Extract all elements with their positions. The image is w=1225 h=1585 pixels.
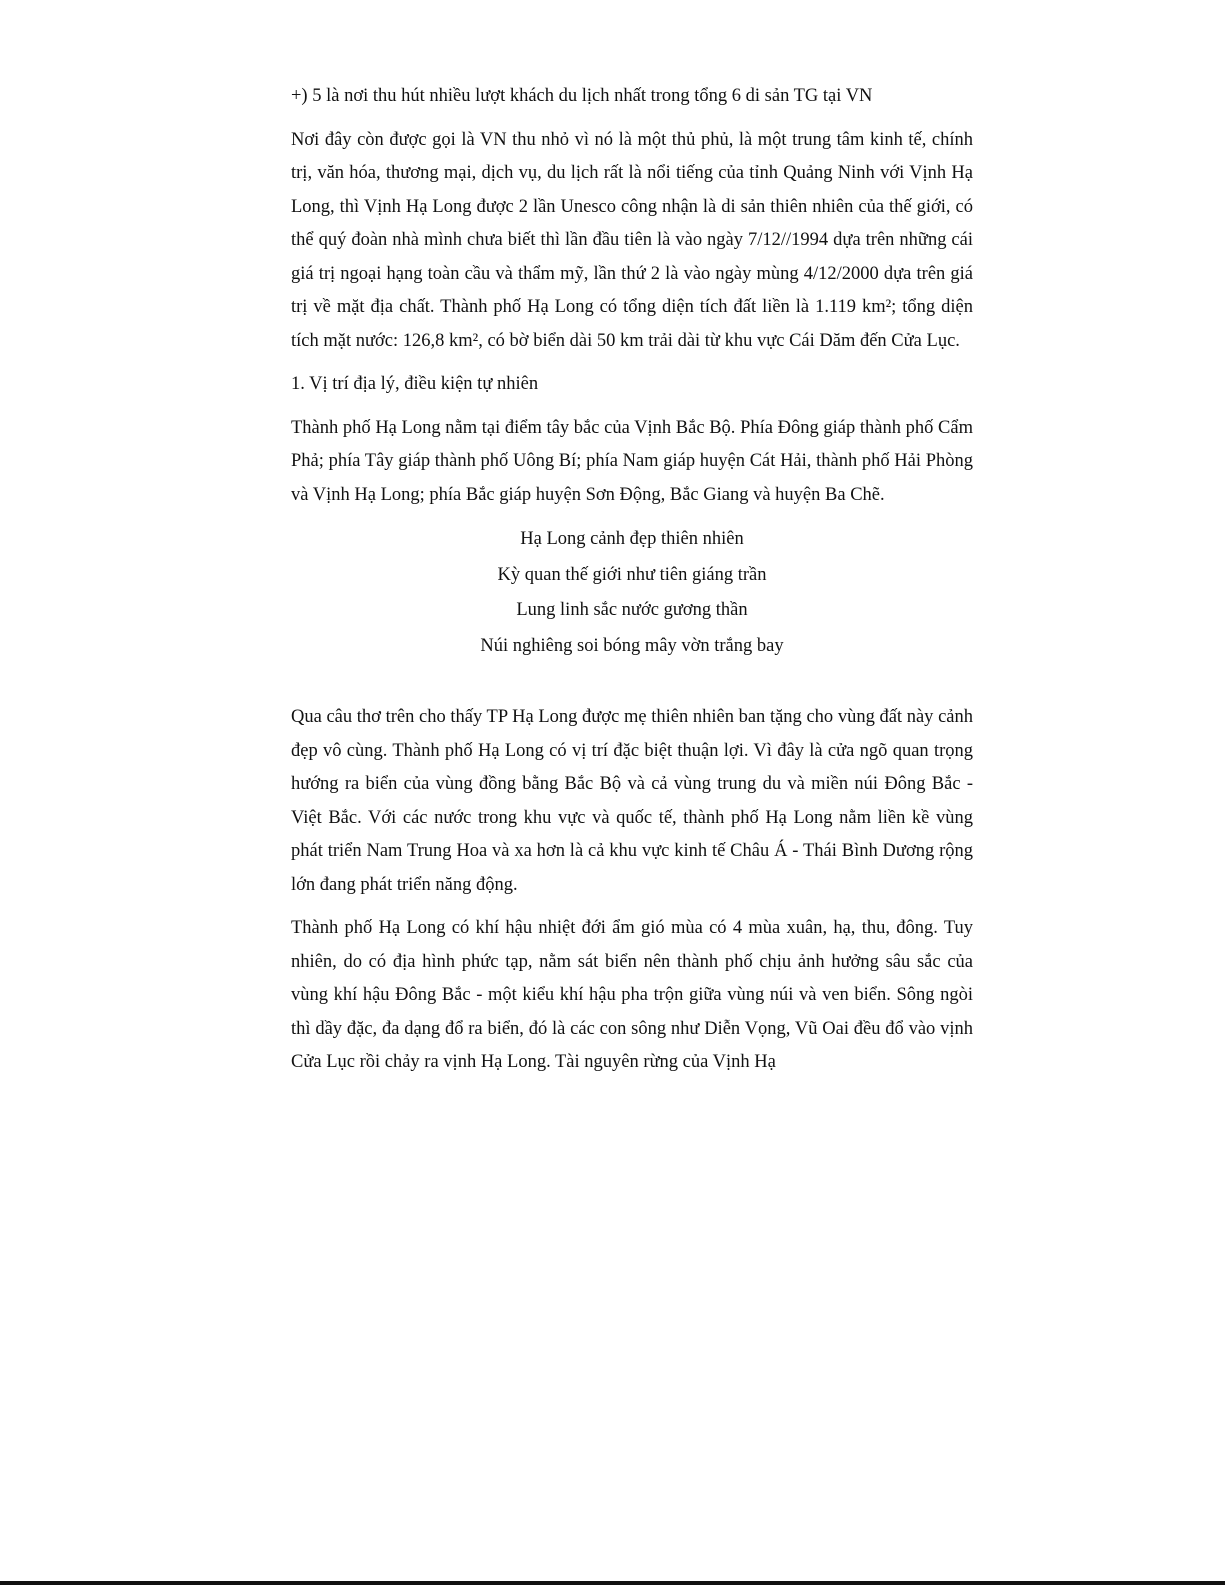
scan-bottom-edge (0, 1581, 1225, 1585)
section-heading: 1. Vị trí địa lý, điều kiện tự nhiên (291, 374, 539, 394)
paragraph-climate: Thành phố Hạ Long có khí hậu nhiệt đới ẩm gió mùa có 4 mùa xuân, hạ, thu, đông. Tuy nhiên, do có địa hình phức tạp, nằm sát biển nên thành phố chịu ảnh hưởng sâu sắc của vùng khí hậu Đông Bắc - một kiểu khí hậu pha trộn giữa vùng núi và ven biển. Sông ngòi thì dầy đặc, đa dạng đổ ra biển, đó là các con sông như Diễn Vọng, Vũ Oai đều đổ vào vịnh Cửa Lục rồi chảy ra vịnh Hạ Long. Tài nguyên rừng của Vịnh Hạ (291, 918, 973, 1072)
intro-line: +) 5 là nơi thu hút nhiều lượt khách du lịch nhất trong tổng 6 di sản TG tại VN (291, 86, 873, 106)
verse-line: Kỳ quan thế giới như tiên giáng trần (497, 564, 767, 585)
verse-line: Hạ Long cảnh đẹp thiên nhiên (520, 529, 744, 549)
document-body (291, 80, 973, 1090)
paragraph-significance: Qua câu thơ trên cho thấy TP Hạ Long được mẹ thiên nhiên ban tặng cho vùng đất này cảnh đẹp vô cùng. Thành phố Hạ Long có vị trí đặc biệt thuận lợi. Vì đây là cửa ngõ quan trọng hướng ra biển của vùng đồng bằng Bắc Bộ và cả vùng trung du và miền núi Đông Bắc - Việt Bắc. Với các nước trong khu vực và quốc tế, thành phố Hạ Long nằm liền kề vùng phát triển Nam Trung Hoa và xa hơn là cả khu vực kinh tế Châu Á - Thái Bình Dương rộng lớn đang phát triển năng động. (291, 707, 973, 895)
verse-line: Lung linh sắc nước gương thần (516, 600, 748, 620)
poem-verse (291, 522, 973, 664)
paragraph-overview: Nơi đây còn được gọi là VN thu nhỏ vì nó là một thủ phủ, là một trung tâm kinh tế, chính trị, văn hóa, thương mại, dịch vụ, du lịch rất là nổi tiếng của tỉnh Quảng Ninh với Vịnh Hạ Long, thì Vịnh Hạ Long được 2 lần Unesco công nhận là di sản thiên nhiên của thế giới, có thể quý đoàn nhà mình chưa biết thì lần đầu tiên là vào ngày 7/12//1994 dựa trên những cái giá trị ngoại hạng toàn cầu và thẩm mỹ, lần thứ 2 là vào ngày mùng 4/12/2000 dựa trên giá trị về mặt địa chất. Thành phố Hạ Long có tổng diện tích đất liền là 1.119 km²; tổng diện tích mặt nước: 126,8 km², có bờ biển dài 50 km trải dài từ khu vực Cái Dăm đến Cửa Lục. (291, 129, 973, 351)
verse-line: Núi nghiêng soi bóng mây vờn trắng bay (480, 635, 784, 656)
paragraph-location: Thành phố Hạ Long nằm tại điểm tây bắc của Vịnh Bắc Bộ. Phía Đông giáp thành phố Cẩm Phả; phía Tây giáp thành phố Uông Bí; phía Nam giáp huyện Cát Hải, thành phố Hải Phòng và Vịnh Hạ Long; phía Bắc giáp huyện Sơn Động, Bắc Giang và huyện Ba Chẽ. (291, 417, 973, 505)
